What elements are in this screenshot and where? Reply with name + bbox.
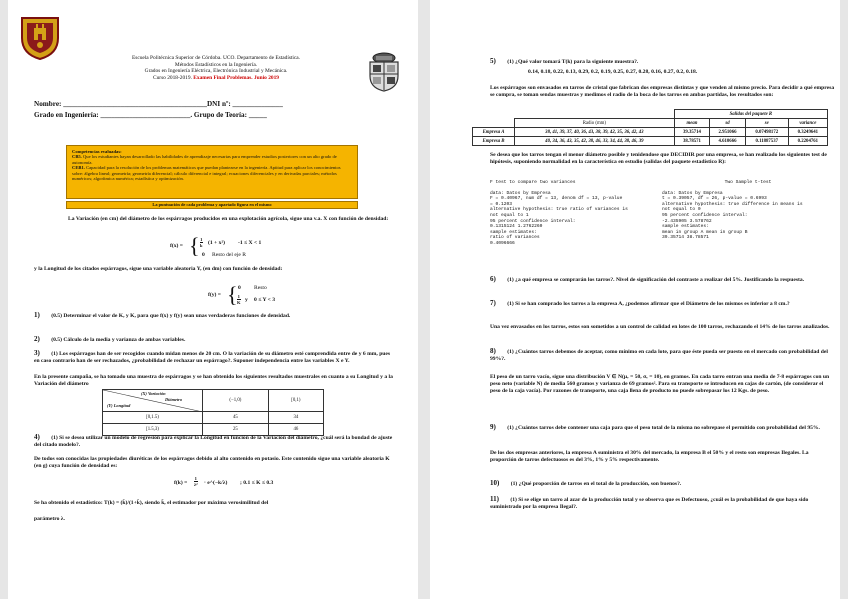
q9-number: 9) [490,423,496,431]
question-4 [34,434,394,449]
fx-zero: 0 [202,252,205,258]
t-test-line: sample estimates: [662,224,709,230]
table-cell: 0.2204761 [788,137,827,146]
f-test-line: = 0.1203 [490,201,513,207]
fy-zero: 0 [238,285,241,291]
statistic-text: Se ha obtenido el estadístico: [34,500,103,506]
table-header-row [103,390,324,412]
table-col-header-2: [0,1) [268,390,323,412]
form-row-degree [34,111,267,120]
table-cell: 25 [203,424,269,436]
q1-text: (0.5) Determinar el valor de K, y K, para que f(x) y f(y) sean unas verdaderas funciones de densidad. [51,313,291,319]
q5-text: (1) ¿Qué valor tomará T(k) para la siguiente muestra?. [507,59,639,65]
fy-formula [208,282,328,312]
t-test-line: alternative hypothesis: true difference in means is [662,201,803,207]
q3-number: 3) [34,349,40,357]
nombre-field: ________________________________________ [63,100,207,108]
fy-cond-1: Resto [254,285,267,291]
weight-paragraph: El peso de un tarro vacío, sigue una distribución V ∈ N(μᵥ = 50, σᵥ = 10), en gramos. En cada tarro entran una media de 7-8 espárragos con un peso neto (variable N) de media 560 gramos y varianza de 69 gramos². Para su transporte se introducen en cajas de cartón, (de considerar el peso de la caja vacía). Por razones de transporte, una caja llena de producto no puede sobrepasar los 12 Kgs. de peso. [490,374,830,394]
table-row-label: [0,1.5) [103,412,203,424]
table-cell: 38.78571 [674,137,710,146]
table-cell: 4.610666 [710,137,746,146]
fk-cond: ; 0.1 ≤ K ≤ 0.3 [240,480,274,486]
dni-label: DNI nº: [206,100,233,108]
table-corner-cell [103,390,203,412]
q6-number: 6) [490,275,496,283]
fx-expr: (1 + x²) [208,240,225,246]
hypothesis-paragraph: Se desea que los tarros tengan el menor diámetro posible y tenidendose que DECIDIR por una empresa, se han realizado los siguientes test de hipótesis, suponiendo normalidad en la característica en estudio (salidas del paquete estadístico R): [490,152,827,165]
q7-number: 7) [490,299,496,307]
t-test-line: 39.35714 38.78571 [662,235,709,241]
f-test-title: F test to compare two variances [490,180,576,185]
table-cell: 2.951066 [710,128,746,137]
table-col-header: sd [710,119,746,128]
q10-text: (1) ¿Qué proporción de tarros en el total de la producción, son buenos?. [510,481,682,487]
q4-number: 4) [34,433,40,441]
t-test-line: t = 0.39057, df = 26, p-value = 0.6993 [662,196,767,202]
f-test-line: data: Datos by Empresa [490,190,551,196]
q2-number: 2) [34,335,40,343]
fy-brace: { [227,282,238,307]
fk-formula [174,476,314,492]
q8-number: 8) [490,347,496,355]
q10-number: 10) [490,479,500,487]
exam-page-2 [430,0,840,599]
fy-label: f(y) = [208,292,221,298]
sample-paragraph: En la presente campaña, se ha tomado una muestra de espárragos y se han obtenido los siguientes resultados muestrales en cuanto a su Longitud y a la Variación del diámetro [34,374,393,387]
table-row-label: Empresa B [473,137,515,146]
fy-num: 1 [237,294,240,299]
fx-cond-2: Resto del eje R [212,252,247,258]
table-cell: 0.07498172 [745,128,788,137]
question-9 [490,424,835,432]
table-row [473,137,828,146]
table-blank [473,110,515,119]
table-col-header: se [745,119,788,128]
fk-label: f(k) = [174,480,188,486]
table-header-row [473,119,828,128]
table-salidas-header: Salidas del paquete R [674,110,827,119]
table-col-header: variance [788,119,827,128]
q4-text: (1) Si se desea utilizar un modelo de regresión para explicar la Longitud en función de la Variación del diámetro, ¿cuál será la bondad de ajuste del citado modelo?. [34,435,393,448]
f-test-line: sample estimates: [490,229,537,235]
header-course: Curso 2018-2019. [152,74,192,81]
q11-number: 11) [490,495,499,503]
table-row [473,128,828,137]
fx-label: f(x) = [170,243,183,249]
f-test-line: F = 0.40967, num df = 13, denom df = 13, p-value [490,196,623,202]
table-col-header-1: (−1,0) [203,390,269,412]
nombre-label: Nombre: [34,100,64,108]
quality-paragraph: Una vez envasados en los tarros, estos son sometidos a un control de calidad en lotes de 100 tarros, rechazando el 14% de los tarros analizados. [490,324,830,330]
q3-text: (1) Los espárragos han de ser recogidos cuando midan menos de 20 cm. O la variación de su diámetro esté comprendida entre de y 6 mm, pues en caso contrario han de ser rechazados, ¿probabilidad de rechazar un espárrago?. Suponer independencia entre las variables X e Y. [34,351,391,364]
fk-fraction [194,476,198,487]
table-cell: 0.3249641 [788,128,827,137]
statistic-rest: , siendo k̄, el estimador por máxima verosimilitud del [141,500,269,506]
question-11 [490,496,835,511]
question-1 [34,312,394,320]
q9-text: (1) ¿Cuántos tarros debe contener una caja para que el peso total de la misma no sobrepase el permitido con probabilidad del 95%. [507,425,820,431]
q5-number: 5) [490,57,496,65]
fx-fraction [200,237,203,248]
table-col-header: mean [674,119,710,128]
intro-paragraph-1: La Variación (en cm) del diámetro de los espárragos producidos en una explotación agrícola, sigue una v.a. X con función de densidad: [68,216,389,222]
table-row [103,412,324,424]
question-8 [490,348,835,363]
fx-brace: { [189,233,200,258]
table-cell: 39.35714 [674,128,710,137]
question-2 [34,336,394,344]
fx-cond-1: -1 ≤ X < 1 [238,240,262,246]
question-10 [490,480,835,488]
f-test-line: ratio of variances [490,235,540,241]
table-cell-radios: 40, 34, 36, 43, 35, 42, 38, 46, 33, 34, 44, 38, 46, 39 [515,137,675,146]
eps-crest-icon [364,50,404,92]
f-test-output [490,180,660,247]
header-longitud: (Y) Longitud [107,403,131,408]
exam-page-1 [8,0,418,599]
header-line-3: Grados en Ingeniería Eléctrica, Electrónica Industrial y Mecánica. [144,68,288,75]
t-test-title: Two Sample t-test [724,180,772,185]
uco-crest-icon [18,14,62,60]
fy-cond-2: 0 ≤ Y < 3 [254,297,276,303]
t-test-line: not equal to 0 [662,207,701,213]
grupo-field: _____ [248,111,267,119]
table-row-label: Empresa A [473,128,515,137]
t-test-line: data: Datos by Empresa [662,190,723,196]
fy-den: K [237,300,241,305]
fk-num: 1 [194,476,197,481]
competencias-box [66,145,358,199]
question-6 [490,276,835,284]
q6-text: (1) ¿a qué empresa se comprarán los tarros?. Nivel de significación del contraste a realizar del 5%. Justificando la respuesta. [507,277,805,283]
t-test-line: 95 percent confidence interval: [662,212,748,218]
f-test-line: 95 percent confidence interval: [490,218,576,224]
header-diametro: Diámetro [165,397,183,402]
table-salidas-row [473,110,828,119]
table-cell: 45 [203,412,269,424]
fk-den: λ² [194,482,198,487]
statistic-formula: T(k) = (k̄)/(1+k̄) [104,500,142,506]
cb5-code: CB5. [72,154,82,160]
f-test-line: alternative hypothesis: true ratio of variances is [490,207,628,213]
dni-field: ______________ [232,100,283,108]
potassium-paragraph: De todos son conocidas las propiedades diuréticas de los espárragos debido al alto contenido en potasio. Este contenido sigue una variable aleatoria K (en g) cuya función de densidad es: [34,456,390,469]
t-test-line: -2.435905 3.578762 [662,218,712,224]
table-cell-radios: 38, 41, 39, 37, 40, 36, 43, 38, 39, 42, 35, 36, 42, 43 [515,128,675,137]
table-cell: 34 [268,412,323,424]
fy-pow: y [245,297,248,303]
ceb1-code: CEB1. [72,165,85,171]
q1-number: 1) [34,311,40,319]
q5-sample: 0.14, 0.18, 0.22, 0.13, 0.29, 0.2, 0.19, 0.25, 0.27, 0.28, 0.16, 0.27, 0.2, 0.18. [528,69,698,75]
f-test-line: not equal to 1 [490,212,529,218]
table-blank [515,110,675,119]
fx-num: 1 [200,237,203,242]
t-test-line: mean in group A mean in group B [662,229,748,235]
header-variacion: (X) Variación [141,391,166,396]
table-row-label: [1.5,3) [103,424,203,436]
q11-text: (1) Si se elige un tarro al azar de la producción total y se observa que es Defectuoso, ¿cuál es la probabilidad de que haya sido suministrado por la empresa Ilegal?. [490,497,809,510]
grupo-label: . Grupo de Teoría: [190,111,249,119]
statistic-line [34,500,404,507]
table-cell: 46 [268,424,323,436]
contingency-table [102,389,324,436]
header-line-2: Métodos Estadísticos en la Ingeniería. [174,61,258,68]
grado-field: _________________________ [100,111,191,119]
header-line-1: Escuela Politécnica Superior de Córdoba. UCO. Departamento de Estadística. [131,55,301,61]
f-test-line: 0.1315124 1.2762260 [490,224,543,230]
fk-expr: · e^(−k/λ) [204,480,228,486]
table-blank [473,119,515,128]
competencias-title: Competencias evaluadas: [72,149,122,154]
market-paragraph: De los dos empresas anteriores, la empresa A suministra el 30% del mercado, la empresa B el 50% y el resto son empresas Ilegales. La proporción de tarros defectuosos es del 3%, 1% y 5% respectivamente. [490,450,809,463]
jars-table [472,109,828,146]
exam-header [88,55,344,81]
q2-text: (0.5) Cálculo de la media y varianza de ambas variables. [51,337,186,343]
ceb1-text: Capacidad para la resolución de los problemas matemáticos que puedan plantearse en la ingeniería. Aptitud para aplicar los conocimientos sobre: álgebra lineal; geometría; geometría diferencial; cálculo diferencial e integral; ecuaciones diferenciales y en derivadas parciales; métodos numéricos; algorítmica numérica; estadística y optimización. [72,165,341,182]
grado-label: Grado en Ingeniería: [34,111,101,119]
q8-text: (1) ¿Cuántos tarros debemos de aceptar, como mínimo en cada lote, para que éste pueda ser puesto en el mercado con probabilidad del 99%?. [490,349,828,362]
q7-text: (1) Si se han comprado los tarros a la empresa A, ¿podemos afirmar que el Diámetro de los mismos es inferior a 8 cm.? [507,301,790,307]
t-test-output [662,180,834,241]
f-test-line: 0.4096666 [490,240,515,246]
score-banner: La puntuación de cada problema y apartado figura en el mismo [66,201,358,209]
question-7 [490,300,835,308]
question-5 [490,58,830,66]
cb5-text: Que los estudiantes hayan desarrollado las habilidades de aprendizaje necesarias para emprender estudios posteriores con un alto grado de autonomía. [72,154,337,165]
fx-den: k [200,243,203,248]
fy-fraction [237,294,241,305]
table-cell: 0.11887537 [745,137,788,146]
question-3 [34,350,394,365]
form-row-name [34,100,283,109]
table-col-header: Radio (mm) [515,119,675,128]
header-exam-title: Examen Final Problemas. Junio 2019 [193,74,279,81]
jars-paragraph: Los espárragos son envasados en tarros de cristal que fabrican dos empresas distintas y que venden al mismo precio. Para decidir a qué empresa se compra, se toman sendas muestras y medimos el radio de la boca de los tarros en ambas partidas, los resultados son: [490,85,835,98]
fx-formula [170,234,370,264]
statistic-last: parámetro λ. [34,516,65,522]
intro-paragraph-2: y la Longitud de los citados espárragos, sigue una variable aleatoria Y, (en dm) con función de densidad: [34,266,283,272]
